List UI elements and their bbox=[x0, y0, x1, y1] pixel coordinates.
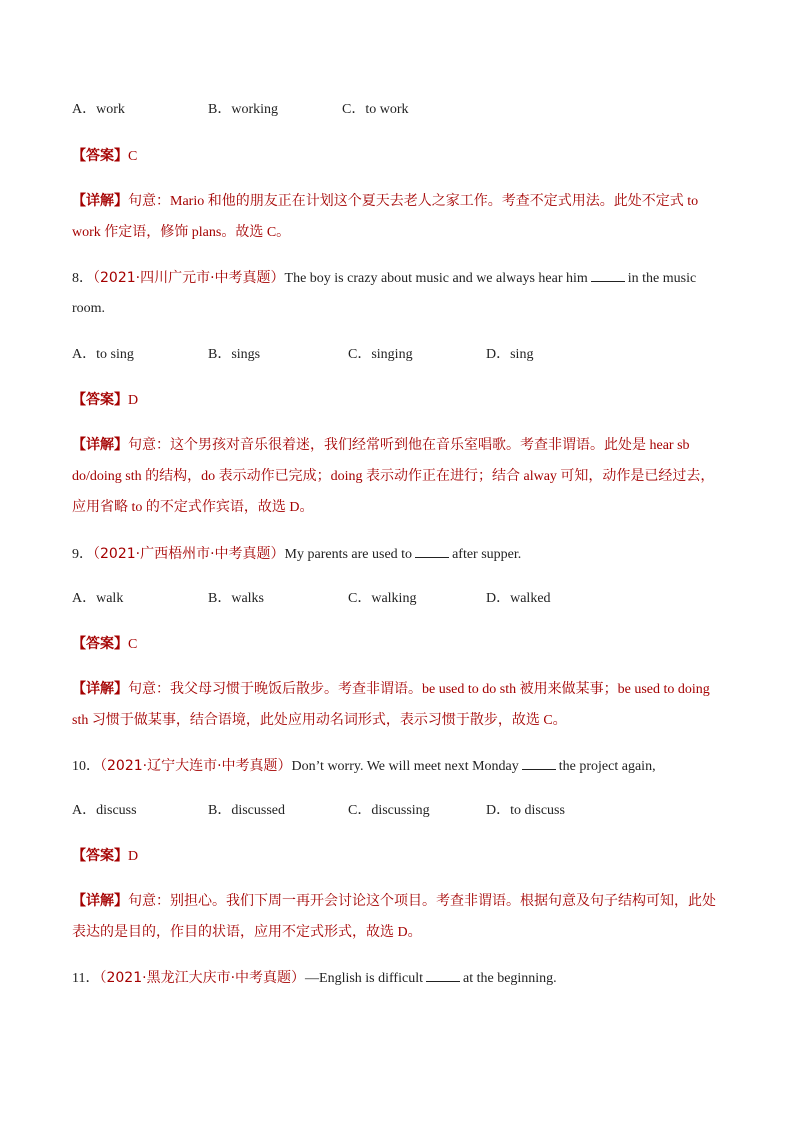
stem-text-after: the project again, bbox=[558, 759, 656, 774]
q8-detail bbox=[72, 430, 726, 523]
question-source: （2021·四川广元市·中考真题） bbox=[93, 270, 285, 286]
answer-blank bbox=[591, 269, 625, 282]
question-source: （2021·黑龙江大庆市·中考真题） bbox=[99, 970, 306, 986]
q8-option-d: D．sing bbox=[486, 347, 534, 362]
answer-value: D bbox=[128, 393, 139, 408]
stem-text-after: in the music bbox=[627, 271, 697, 286]
answer-tag: 【答案】 bbox=[72, 848, 128, 864]
stem-text: The boy is crazy about music and we always hear him bbox=[284, 271, 588, 286]
q11-stem bbox=[72, 969, 557, 988]
answer-blank bbox=[415, 545, 449, 558]
q10-option-d: D．to discuss bbox=[486, 803, 565, 818]
q10-option-b: B．discussed bbox=[208, 803, 285, 818]
detail-tag: 【详解】 bbox=[72, 682, 128, 697]
question-number: 10． bbox=[72, 759, 100, 774]
q8-stem-line2: room. bbox=[72, 301, 106, 316]
answer-value: C bbox=[128, 149, 138, 164]
answer-blank bbox=[426, 969, 460, 982]
detail-tag: 【详解】 bbox=[72, 194, 128, 209]
q7-option-c: C．to work bbox=[342, 102, 409, 117]
stem-text: Don’t worry. We will meet next Monday bbox=[291, 759, 519, 774]
q10-answer bbox=[72, 847, 138, 866]
q10-detail bbox=[72, 886, 726, 948]
q8-option-b: B．sings bbox=[208, 347, 261, 362]
q8-option-a: A．to sing bbox=[72, 347, 134, 362]
question-number: 8． bbox=[72, 271, 93, 286]
q9-answer bbox=[72, 635, 137, 654]
question-number: 9． bbox=[72, 547, 93, 562]
question-source: （2021·广西梧州市·中考真题） bbox=[93, 546, 285, 562]
q8-answer bbox=[72, 391, 138, 410]
answer-tag: 【答案】 bbox=[72, 392, 128, 408]
question-source: （2021·辽宁大连市·中考真题） bbox=[100, 758, 292, 774]
q9-option-d: D．walked bbox=[486, 591, 551, 606]
answer-blank bbox=[522, 757, 556, 770]
q8-option-c: C．singing bbox=[348, 347, 413, 362]
q7-option-b: B．working bbox=[208, 102, 278, 117]
q10-stem bbox=[72, 757, 656, 776]
q7-option-a: A．work bbox=[72, 102, 125, 117]
detail-text: 句意：这个男孩对音乐很着迷，我们经常听到他在音乐室唱歌。考查非谓语。此处是 hear sb do/doing sth 的结构，do 表示动作已完成；doing 表示动作正在进行；结合 alway 可知，动作是已经过去，应用省略 to 的不定式作宾语，故选 D。 bbox=[72, 438, 715, 515]
q9-option-a: A．walk bbox=[72, 591, 124, 606]
answer-tag: 【答案】 bbox=[72, 148, 128, 164]
answer-value: C bbox=[128, 637, 138, 652]
q9-option-b: B．walks bbox=[208, 591, 264, 606]
q9-option-c: C．walking bbox=[348, 591, 417, 606]
answer-value: D bbox=[128, 849, 139, 864]
stem-text: —English is difficult bbox=[305, 971, 423, 986]
detail-tag: 【详解】 bbox=[72, 894, 128, 909]
q9-stem bbox=[72, 545, 521, 564]
detail-text: 句意：我父母习惯于晚饭后散步。考查非谓语。be used to do sth 被用来做某事；be used to doing sth 习惯于做某事，结合语境，此处应用动名词形式，表示习惯于散步，故选 C。 bbox=[72, 682, 710, 728]
q7-detail bbox=[72, 186, 726, 248]
stem-text-after: after supper. bbox=[452, 547, 522, 562]
q8-stem bbox=[72, 269, 696, 288]
stem-text-after: at the beginning. bbox=[462, 971, 557, 986]
stem-text: My parents are used to bbox=[284, 547, 413, 562]
q10-option-a: A．discuss bbox=[72, 803, 137, 818]
question-number: 11． bbox=[72, 971, 100, 986]
q10-option-c: C．discussing bbox=[348, 803, 430, 818]
detail-tag: 【详解】 bbox=[72, 438, 128, 453]
q7-answer bbox=[72, 147, 137, 166]
detail-text: 句意：Mario 和他的朋友正在计划这个夏天去老人之家工作。考查不定式用法。此处不定式 to work 作定语，修饰 plans。故选 C。 bbox=[72, 194, 699, 240]
detail-text: 句意：别担心。我们下周一再开会讨论这个项目。考查非谓语。根据句意及句子结构可知，此处表达的是目的，作目的状语，应用不定式形式，故选 D。 bbox=[72, 894, 716, 940]
answer-tag: 【答案】 bbox=[72, 636, 128, 652]
q9-detail bbox=[72, 674, 726, 736]
